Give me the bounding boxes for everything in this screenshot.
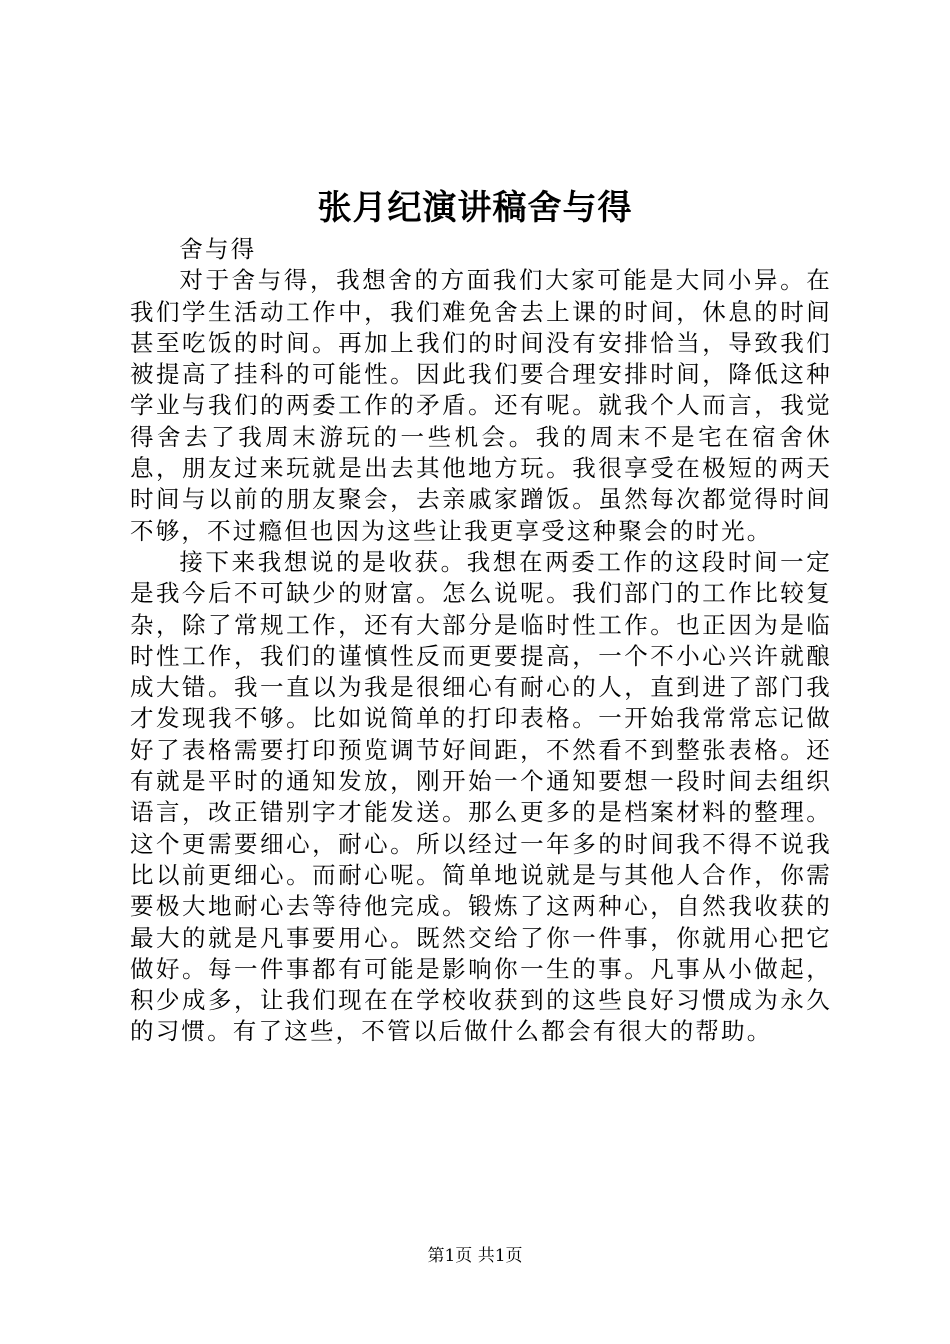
- document-title: 张月纪演讲稿舍与得: [317, 188, 633, 228]
- subtitle-paragraph: 舍与得: [179, 235, 257, 263]
- document-body: [130, 234, 832, 1048]
- body-paragraph-2: 接下来我想说的是收获。我想在两委工作的这段时间一定是我今后不可缺少的财富。怎么说呢。我们部门的工作比较复杂，除了常规工作，还有大部分是临时性工作。也正因为是临时性工作，我们的谨慎性反而更要提高，一个不小心兴许就酿成大错。我一直以为我是很细心有耐心的人，直到进了部门我才发现我不够。比如说简单的打印表格。一开始我常常忘记做好了表格需要打印预览调节好间距，不然看不到整张表格。还有就是平时的通知发放，刚开始一个通知要想一段时间去组织语言，改正错别字才能发送。那么更多的是档案材料的整理。这个更需要细心，耐心。所以经过一年多的时间我不得不说我比以前更细心。而耐心呢。简单地说就是与其他人合作，你需要极大地耐心去等待他完成。锻炼了这两种心，自然我收获的最大的就是凡事要用心。既然交给了你一件事，你就用心把它做好。每一件事都有可能是影响你一生的事。凡事从小做起，积少成多，让我们现在在学校收获到的这些良好习惯成为永久的习惯。有了这些，不管以后做什么都会有很大的帮助。: [130, 547, 832, 1046]
- page-footer: 第1页 共1页: [427, 1246, 523, 1266]
- body-paragraph-1: 对于舍与得，我想舍的方面我们大家可能是大同小异。在我们学生活动工作中，我们难免舍去上课的时间，休息的时间甚至吃饭的时间。再加上我们的时间没有安排恰当，导致我们被提高了挂科的可能性。因此我们要合理安排时间，降低这种学业与我们的两委工作的矛盾。还有呢。就我个人而言，我觉得舍去了我周末游玩的一些机会。我的周末不是宅在宿舍休息，朋友过来玩就是出去其他地方玩。我很享受在极短的两天时间与以前的朋友聚会，去亲戚家蹭饭。虽然每次都觉得时间不够，不过瘾但也因为这些让我更享受这种聚会的时光。: [130, 266, 832, 545]
